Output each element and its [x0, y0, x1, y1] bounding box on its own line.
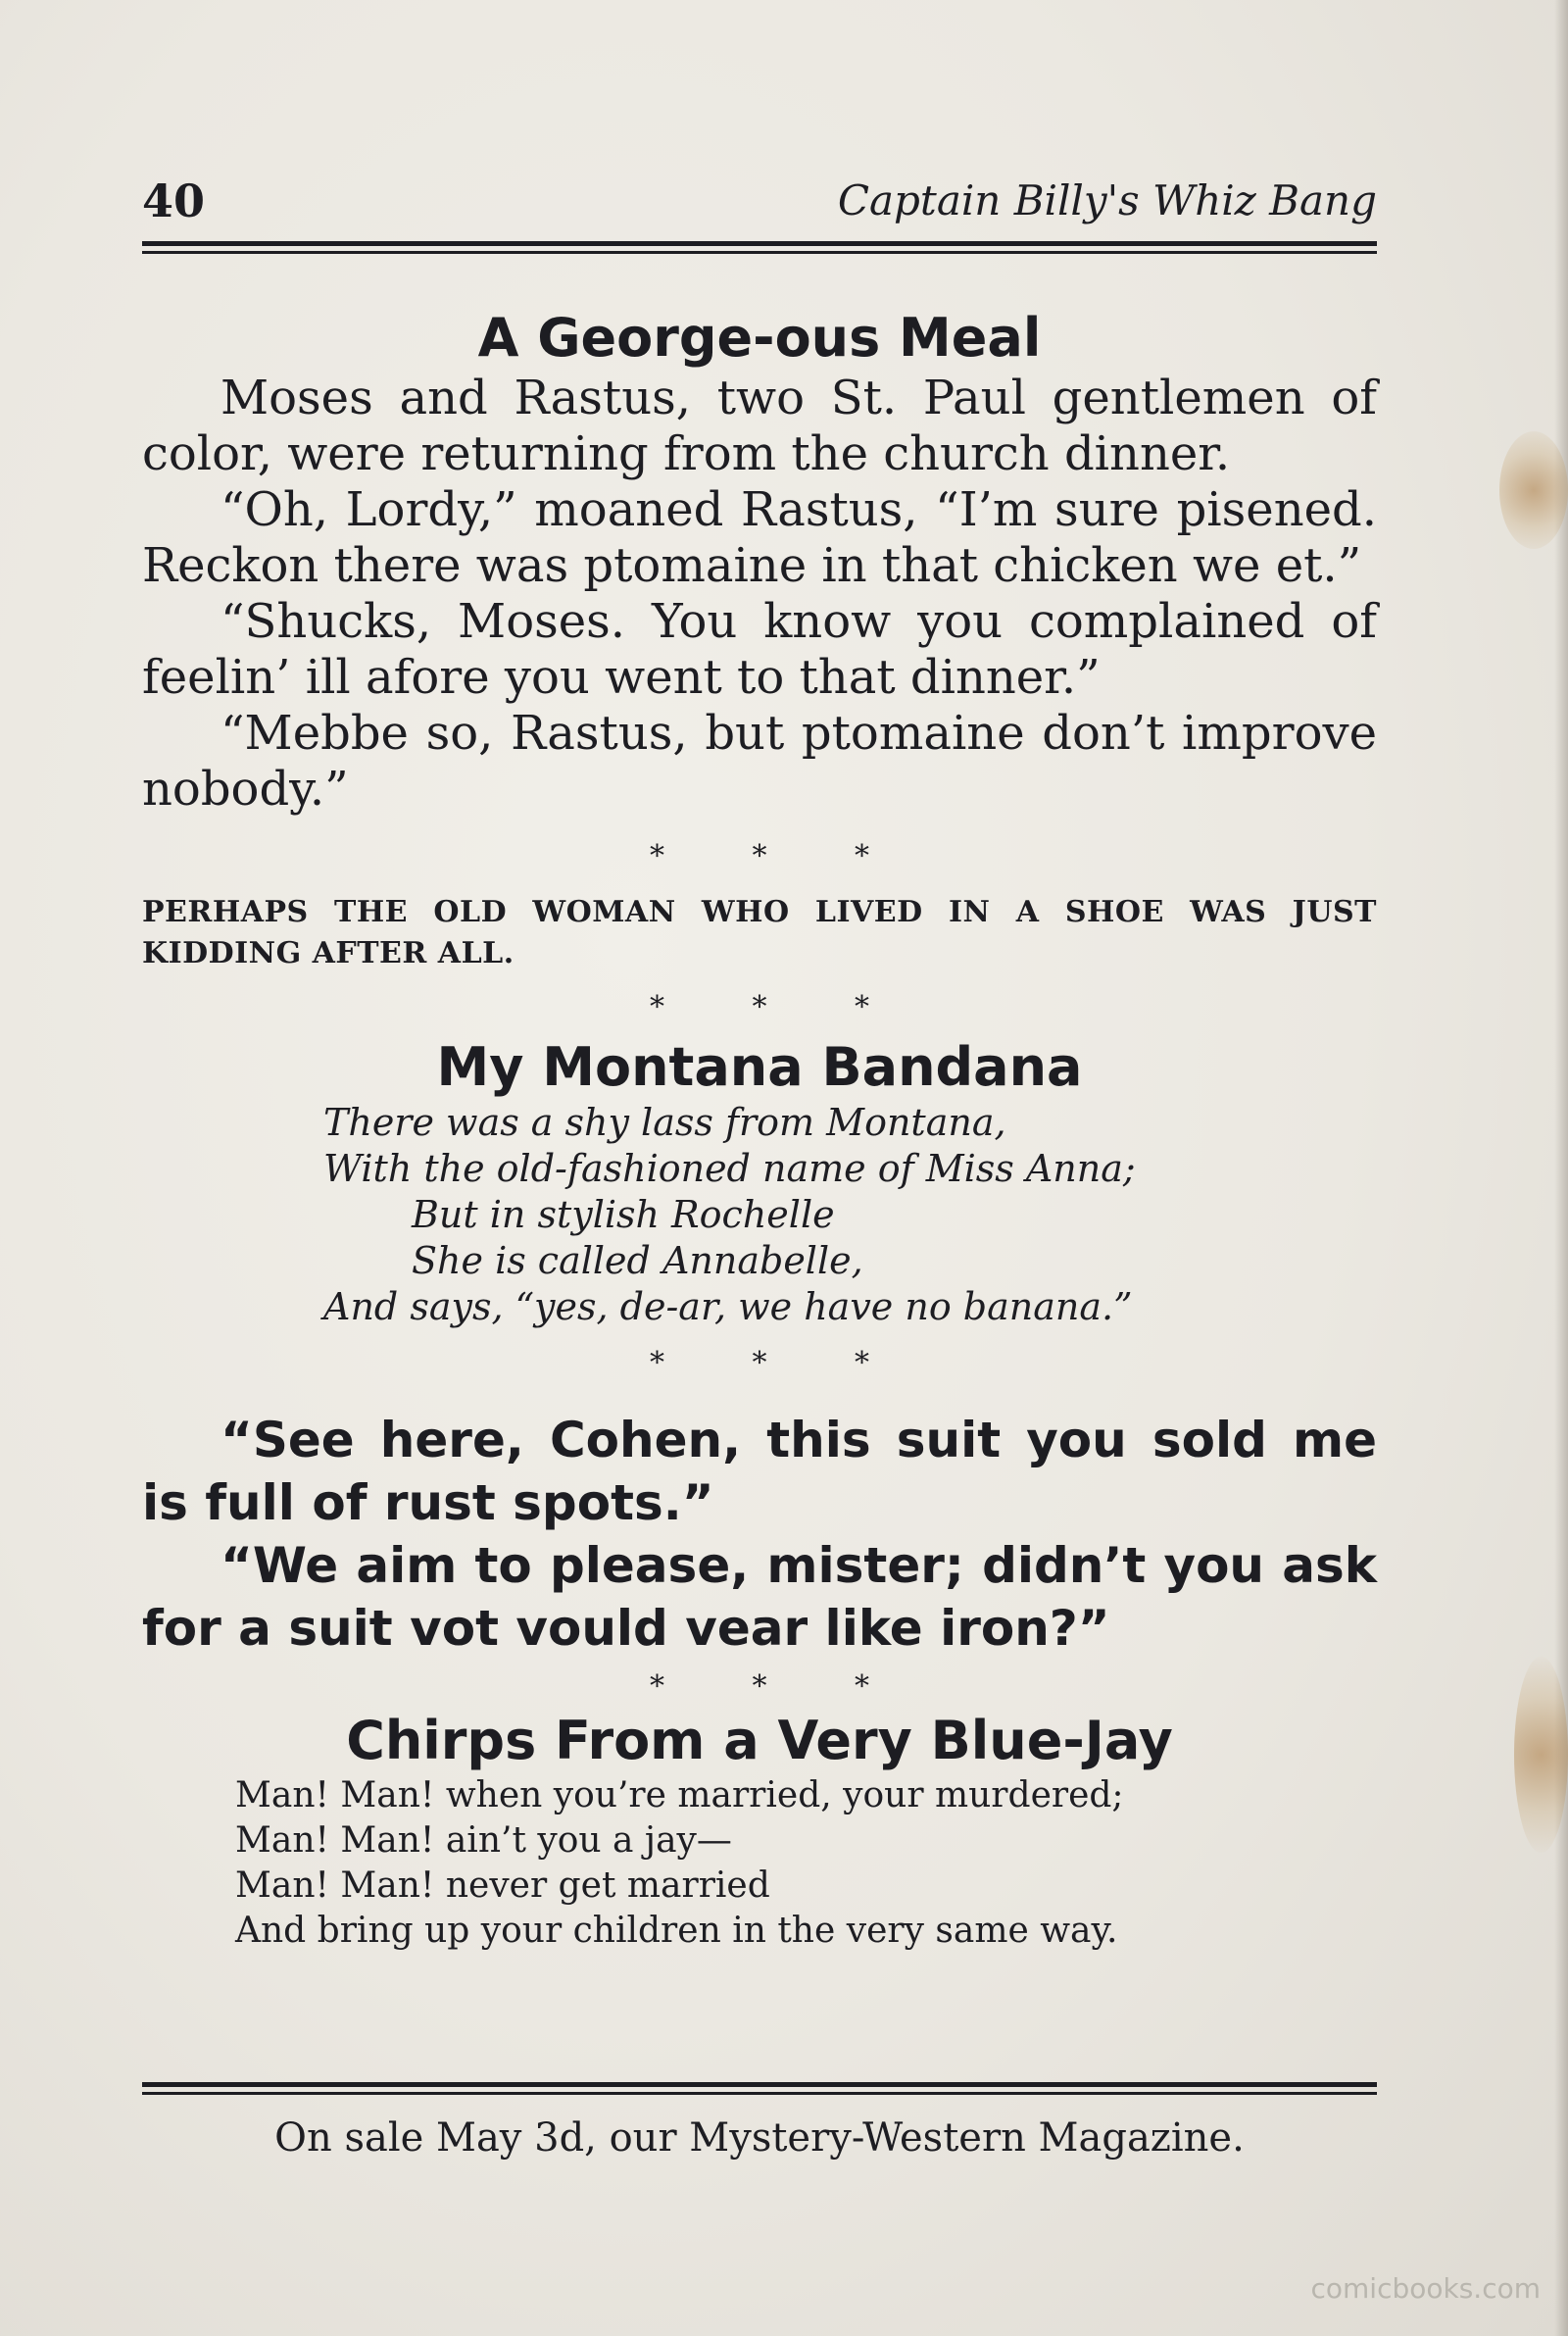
footer-rule-thin [142, 2092, 1377, 2095]
header-rule-thin [142, 251, 1377, 254]
poem-stanza [142, 1100, 1377, 1330]
poem-title: My Montana Bandana [436, 1036, 1083, 1098]
story-title: A George-ous Meal [477, 307, 1042, 369]
story-paragraph: “Oh, Lordy,” moaned Rastus, “I’m sure pisened. Reckon there was ptomaine in that chicken we et.” [142, 482, 1377, 593]
poem-line: And says, “yes, de-ar, we have no banana.” [323, 1285, 1133, 1328]
header-rule-thick [142, 241, 1377, 246]
section-separator: * * * [649, 1669, 909, 1704]
page-number: 40 [142, 174, 206, 227]
poem-stanza [142, 1773, 1377, 1954]
poem-line: She is called Annabelle, [412, 1239, 863, 1282]
footer-rule-thick [142, 2082, 1377, 2087]
paper-stain [1499, 431, 1568, 549]
poem-line: There was a shy lass from Montana, [323, 1101, 1006, 1144]
story-paragraph: “Shucks, Moses. You know you complained of feelin’ ill afore you went to that dinner.” [142, 594, 1377, 705]
poem-line: Man! Man! when you’re married, your murdered; [235, 1775, 1124, 1815]
poem-line: With the old-fashioned name of Miss Anna; [323, 1147, 1136, 1190]
page-edge-shadow [1554, 0, 1568, 2336]
story-paragraph: “We aim to please, mister; didn’t you ask for a suit vot vould vear like iron?” [142, 1537, 1377, 1657]
story-paragraph: “Mebbe so, Rastus, but ptomaine don’t improve nobody.” [142, 706, 1377, 817]
paper-stain [1514, 1657, 1568, 1853]
watermark: comicbooks.com [1310, 2272, 1541, 2305]
poem-line: Man! Man! ain’t you a jay— [235, 1820, 732, 1861]
poem-line: Man! Man! never get married [235, 1865, 770, 1906]
page-header [142, 174, 1377, 233]
story-paragraph: Moses and Rastus, two St. Paul gentlemen of color, were returning from the church dinner. [142, 371, 1377, 481]
footer-notice: On sale May 3d, our Mystery-Western Magazine. [274, 2115, 1245, 2161]
poem-line: But in stylish Rochelle [412, 1193, 835, 1236]
poem-line: And bring up your children in the very same way. [235, 1911, 1118, 1951]
running-title: Captain Billy's Whiz Bang [837, 176, 1377, 224]
page-content [142, 306, 1377, 1954]
joke-text: PERHAPS THE OLD WOMAN WHO LIVED IN A SHOE WAS JUST KIDDING AFTER ALL. [142, 895, 1377, 970]
section-separator: * * * [649, 839, 909, 873]
section-separator: * * * [649, 990, 909, 1024]
poem-title: Chirps From a Very Blue-Jay [346, 1710, 1173, 1771]
story-paragraph: “See here, Cohen, this suit you sold me is full of rust spots.” [142, 1412, 1377, 1531]
section-separator: * * * [649, 1346, 909, 1380]
